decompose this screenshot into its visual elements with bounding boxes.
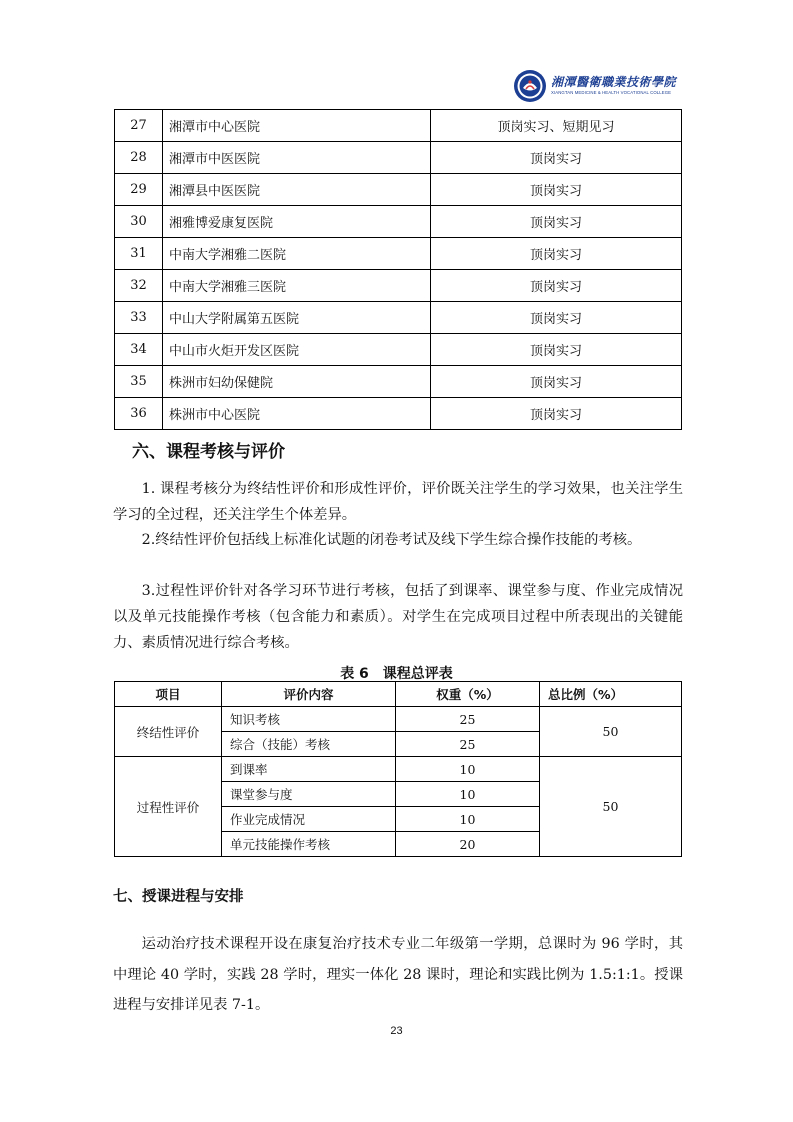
college-emblem-icon xyxy=(513,69,547,103)
internship-type: 顶岗实习、短期见习 xyxy=(431,110,682,142)
hospital-name: 株洲市中心医院 xyxy=(163,398,431,430)
internship-type: 顶岗实习 xyxy=(431,142,682,174)
hospital-name: 湘潭县中医医院 xyxy=(163,174,431,206)
row-number: 33 xyxy=(115,302,163,334)
evaluation-content: 到课率 xyxy=(222,757,396,782)
internship-type: 顶岗实习 xyxy=(431,398,682,430)
row-number: 34 xyxy=(115,334,163,366)
table-row xyxy=(115,334,682,366)
table-row xyxy=(115,174,682,206)
evaluation-weight: 10 xyxy=(396,807,540,832)
hospital-name: 中山大学附属第五医院 xyxy=(163,302,431,334)
table-row xyxy=(115,142,682,174)
course-evaluation-table xyxy=(114,681,682,857)
internship-type: 顶岗实习 xyxy=(431,366,682,398)
section6-paragraph-2: 2.终结性评价包括线上标准化试题的闭卷考试及线下学生综合操作技能的考核。 xyxy=(141,532,642,548)
evaluation-weight: 10 xyxy=(396,757,540,782)
section6-heading: 六、课程考核与评价 xyxy=(132,442,285,462)
hospital-name: 中南大学湘雅二医院 xyxy=(163,238,431,270)
internship-type: 顶岗实习 xyxy=(431,270,682,302)
logo-chinese-text: 湘潭醫衛職業技術學院 xyxy=(551,75,677,90)
section7-heading: 七、授课进程与安排 xyxy=(113,889,244,905)
row-number: 28 xyxy=(115,142,163,174)
hospital-name: 中南大学湘雅三医院 xyxy=(163,270,431,302)
row-number: 36 xyxy=(115,398,163,430)
column-header: 评价内容 xyxy=(222,682,396,707)
evaluation-content: 知识考核 xyxy=(222,707,396,732)
hospital-name: 湘潭市中医医院 xyxy=(163,142,431,174)
evaluation-content: 综合（技能）考核 xyxy=(222,732,396,757)
evaluation-weight: 25 xyxy=(396,707,540,732)
table-row xyxy=(115,110,682,142)
internship-type: 顶岗实习 xyxy=(431,334,682,366)
evaluation-total: 50 xyxy=(540,707,682,757)
hospital-name: 株洲市妇幼保健院 xyxy=(163,366,431,398)
column-header: 项目 xyxy=(115,682,222,707)
hospital-name: 湘潭市中心医院 xyxy=(163,110,431,142)
row-number: 31 xyxy=(115,238,163,270)
evaluation-weight: 10 xyxy=(396,782,540,807)
evaluation-weight: 20 xyxy=(396,832,540,857)
table-header-row xyxy=(115,682,682,707)
row-number: 30 xyxy=(115,206,163,238)
evaluation-weight: 25 xyxy=(396,732,540,757)
evaluation-total: 50 xyxy=(540,757,682,857)
internship-type: 顶岗实习 xyxy=(431,302,682,334)
table-row xyxy=(115,757,682,782)
table-row xyxy=(115,238,682,270)
row-number: 27 xyxy=(115,110,163,142)
column-header: 总比例（%） xyxy=(540,682,682,707)
table-row xyxy=(115,302,682,334)
logo-english-text: XIANGTAN MEDICINE & HEALTH VOCATIONAL COLLEGE xyxy=(551,90,672,96)
evaluation-item: 过程性评价 xyxy=(115,757,222,857)
row-number: 35 xyxy=(115,366,163,398)
table-row xyxy=(115,270,682,302)
evaluation-content: 作业完成情况 xyxy=(222,807,396,832)
section6-paragraph-3: 3.过程性评价针对各学习环节进行考核，包括了到课率、课堂参与度、作业完成情况以及单元技能操作考核（包含能力和素质）。对学生在完成项目过程中所表现出的关键能力、素质情况进行综合考核。 xyxy=(113,583,683,651)
internship-type: 顶岗实习 xyxy=(431,238,682,270)
row-number: 32 xyxy=(115,270,163,302)
section6-paragraph-1: 1. 课程考核分为终结性评价和形成性评价，评价既关注学生的学习效果，也关注学生学习的全过程，还关注学生个体差异。 xyxy=(113,481,683,523)
column-header: 权重（%） xyxy=(396,682,540,707)
internship-type: 顶岗实习 xyxy=(431,174,682,206)
internship-type: 顶岗实习 xyxy=(431,206,682,238)
evaluation-content: 单元技能操作考核 xyxy=(222,832,396,857)
table6-caption: 表 6 课程总评表 xyxy=(340,666,453,682)
table-row xyxy=(115,398,682,430)
section7-paragraph-1: 运动治疗技术课程开设在康复治疗技术专业二年级第一学期，总课时为 96 学时，其中理论 40 学时，实践 28 学时，理实一体化 28 课时，理论和实践比例为 1.5:1:1。授课进程与安排详见表 7-1。 xyxy=(113,936,683,1013)
table-row xyxy=(115,707,682,732)
hospital-table xyxy=(114,109,682,430)
page-number: 23 xyxy=(390,1025,403,1037)
evaluation-item: 终结性评价 xyxy=(115,707,222,757)
hospital-name: 湘雅博爱康复医院 xyxy=(163,206,431,238)
hospital-name: 中山市火炬开发区医院 xyxy=(163,334,431,366)
table-row xyxy=(115,366,682,398)
table-row xyxy=(115,206,682,238)
evaluation-content: 课堂参与度 xyxy=(222,782,396,807)
row-number: 29 xyxy=(115,174,163,206)
college-logo xyxy=(513,66,681,106)
